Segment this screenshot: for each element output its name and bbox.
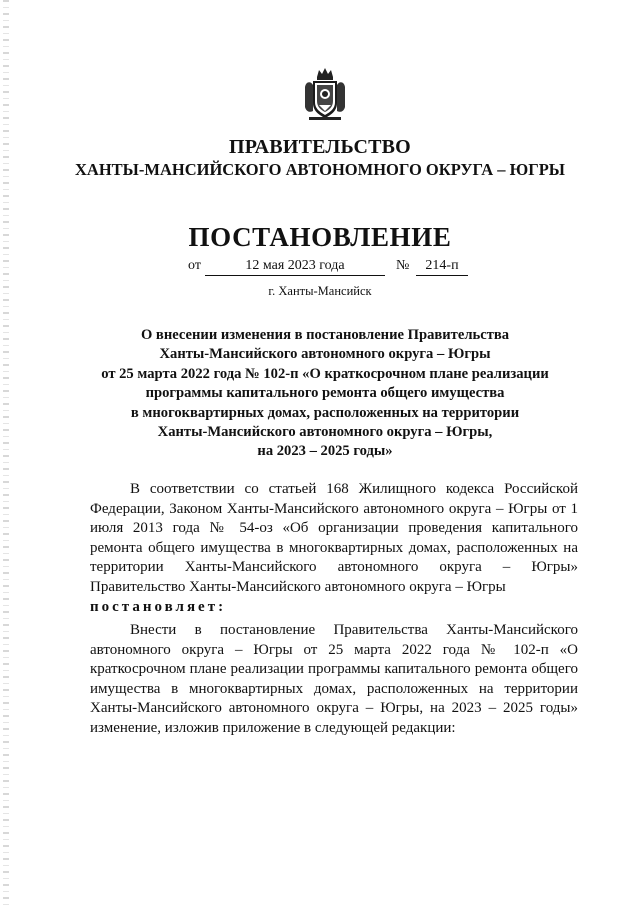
- date-label: от: [188, 258, 201, 273]
- decree-word: постановляет:: [90, 598, 227, 615]
- document-meta: [0, 258, 640, 278]
- number-value: 214-п: [416, 258, 468, 276]
- date-value: 12 мая 2023 года: [205, 258, 385, 276]
- subject-line: на 2023 – 2025 годы»: [257, 443, 393, 460]
- subject-line: в многоквартирных домах, расположенных на территории: [130, 404, 520, 421]
- document-type: ПОСТАНОВЛЕНИЕ: [188, 222, 452, 252]
- subject-line: Ханты-Мансийского автономного округа – Югры,: [157, 424, 493, 441]
- subject-line: О внесении изменения в постановление Правительства: [140, 327, 510, 343]
- coat-of-arms-icon: [303, 67, 347, 123]
- document-subject: [90, 326, 560, 462]
- preamble-text: В соответствии со статьей 168 Жилищного кодекса Российской Федерации, Законом Ханты-Мансийского автономного округа – Югры от 1 июля 2013 года № 54-оз «Об организации проведения капитального ремонта общего имущества в многоквартирных домах, расположенных на территории Ханты-Мансийского автономного округа – Югры» Правительство Ханты-Мансийского автономного округа – Югры: [90, 481, 578, 595]
- subject-line: программы капитального ремонта общего имущества: [145, 385, 505, 402]
- government-region: ХАНТЫ-МАНСИЙСКОГО АВТОНОМНОГО ОКРУГА – ЮГРЫ: [75, 160, 565, 179]
- city: г. Ханты-Мансийск: [268, 284, 372, 298]
- resolution-text: Внести в постановление Правительства Ханты-Мансийского автономного округа – Югры от 25 марта 2022 года № 102-п «О краткосрочном плане реализации программы капитального ремонта общего имущества в многоквартирных домах, расположенных на территории Ханты-Мансийского автономного округа – Югры, на 2023 – 2025 годы» изменение, изложив приложение в следующей редакции:: [90, 622, 578, 736]
- subject-line: от 25 марта 2022 года № 102-п «О краткосрочном плане реализации: [101, 365, 549, 382]
- government-title: ПРАВИТЕЛЬСТВО: [229, 136, 411, 158]
- preamble-paragraph: [90, 480, 578, 617]
- subject-line: Ханты-Мансийского автономного округа – Югры: [159, 346, 491, 363]
- resolution-paragraph: [90, 621, 578, 739]
- number-label: №: [396, 258, 410, 273]
